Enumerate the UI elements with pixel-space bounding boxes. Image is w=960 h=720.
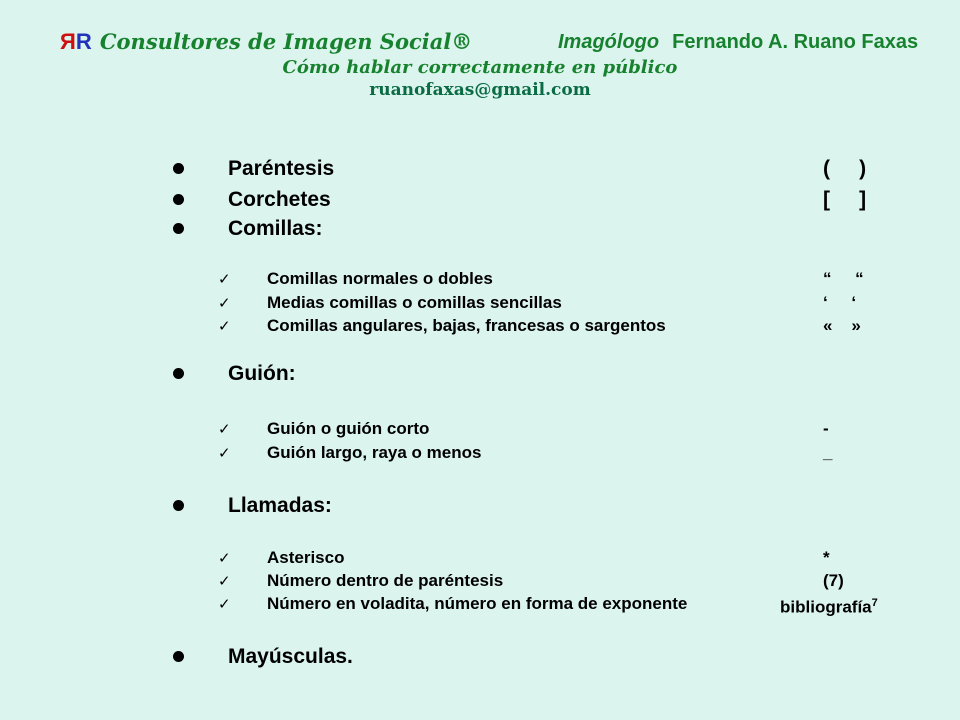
logo-text: Consultores de Imagen Social® bbox=[99, 29, 473, 54]
row-label: Corchetes bbox=[228, 188, 331, 211]
logo-letter-r: R bbox=[75, 29, 92, 54]
check-icon: ✓ bbox=[218, 318, 231, 335]
row-label: Guión o guión corto bbox=[267, 419, 430, 438]
row-label: Comillas: bbox=[228, 217, 323, 240]
bullet-icon bbox=[173, 163, 184, 174]
bullet-icon bbox=[173, 223, 184, 234]
row-label: Guión largo, raya o menos bbox=[267, 443, 482, 462]
brand-logo bbox=[60, 29, 472, 55]
row-label: Medias comillas o comillas sencillas bbox=[267, 293, 562, 312]
check-icon: ✓ bbox=[218, 445, 231, 462]
contact-email: ruanofaxas@gmail.com bbox=[369, 80, 591, 100]
row-symbol: (7) bbox=[823, 571, 844, 590]
row-label: Comillas normales o dobles bbox=[267, 269, 493, 288]
row-symbol bbox=[780, 593, 878, 618]
bullet-icon bbox=[173, 194, 184, 205]
row-label: Asterisco bbox=[267, 548, 345, 567]
row-symbol: [ ] bbox=[823, 188, 867, 211]
check-icon: ✓ bbox=[218, 421, 231, 438]
row-symbol-text: bibliografía bbox=[780, 597, 872, 617]
author-name: Fernando A. Ruano Faxas bbox=[672, 31, 919, 53]
row-label: Número en voladita, número en forma de exponente bbox=[267, 594, 688, 613]
row-symbol: * bbox=[823, 548, 830, 567]
row-symbol: ‘ ‘ bbox=[823, 293, 857, 312]
row-label: Número dentro de paréntesis bbox=[267, 571, 504, 590]
row-symbol: “ “ bbox=[823, 269, 864, 288]
row-symbol-superscript: 7 bbox=[871, 597, 878, 609]
logo-letter-r-reversed: Я bbox=[60, 29, 76, 54]
row-label: Paréntesis bbox=[228, 157, 335, 180]
bullet-icon bbox=[173, 500, 184, 511]
row-symbol: - bbox=[823, 419, 829, 438]
bullet-icon bbox=[173, 651, 184, 662]
bullet-icon bbox=[173, 368, 184, 379]
check-icon: ✓ bbox=[218, 573, 231, 590]
row-symbol: ( ) bbox=[823, 157, 867, 180]
check-icon: ✓ bbox=[218, 550, 231, 567]
author-line bbox=[558, 30, 918, 55]
row-symbol: _ bbox=[823, 443, 833, 462]
author-role: Imagólogo bbox=[558, 31, 660, 53]
check-icon: ✓ bbox=[218, 271, 231, 288]
row-label: Guión: bbox=[228, 362, 296, 385]
check-icon: ✓ bbox=[218, 596, 231, 613]
row-label: Llamadas: bbox=[228, 494, 332, 517]
slide-subtitle: Cómo hablar correctamente en público bbox=[282, 57, 678, 78]
row-label: Mayúsculas. bbox=[228, 645, 353, 668]
row-label: Comillas angulares, bajas, francesas o sargentos bbox=[267, 316, 666, 335]
check-icon: ✓ bbox=[218, 295, 231, 312]
row-symbol: « » bbox=[823, 316, 861, 335]
